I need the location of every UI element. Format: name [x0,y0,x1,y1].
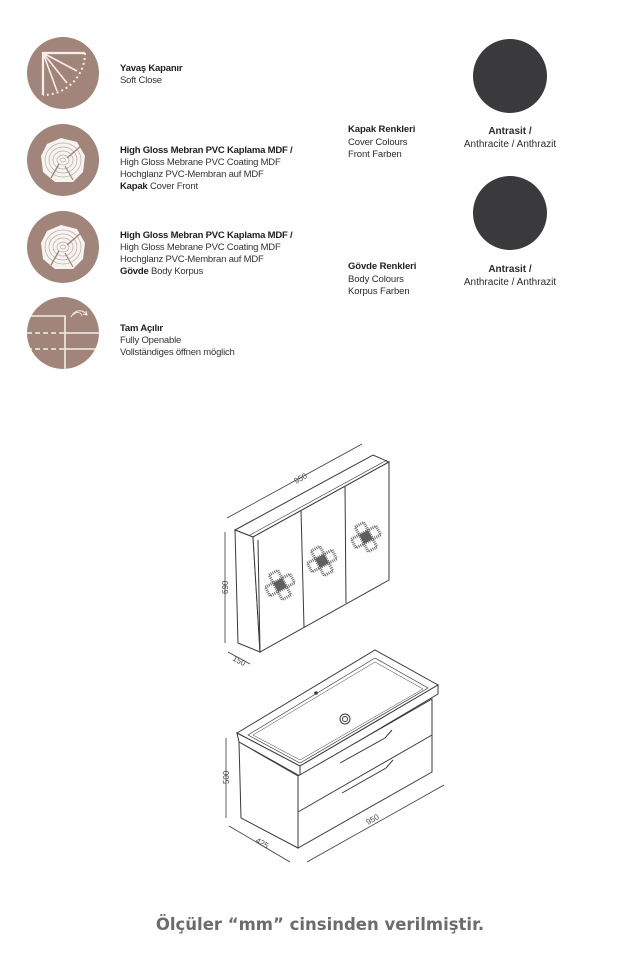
feature-tag-text: Cover Front [147,181,198,192]
feature-line: Fully Openable [120,335,182,346]
body-colour-swatch [473,176,547,250]
body-colours-line: Korpus Farben [348,286,410,297]
vanity-width-dim: 950 [364,812,381,827]
feature-line: High Gloss Mebrane PVC Coating MDF [120,157,281,168]
feature-line: High Gloss Mebrane PVC Coating MDF [120,242,281,253]
wood-grain-icon [27,124,99,196]
feature-title: Yavaş Kapanır [120,63,183,74]
fully-openable-icon [27,297,99,369]
feature-tag-text: Body Korpus [148,266,204,277]
body-colours-line: Body Colours [348,273,404,285]
feature-title: High Gloss Mebran PVC Kaplama MDF / [120,230,293,241]
feature-soft-close [27,37,327,111]
cover-colours-line: Front Farben [348,149,402,160]
vanity-depth-dim: 425 [254,835,271,851]
mirror-width-dim: 950 [292,471,309,486]
cover-colours-label [348,124,415,162]
feature-tag: Kapak [120,181,148,192]
feature-fully-openable [27,297,327,371]
body-colours-label [348,261,416,299]
technical-drawing [0,420,640,880]
body-colour-name [440,263,580,289]
mirror-height-dim: 690 [221,580,230,594]
colour-name-tr: Antrasit / [488,126,532,137]
body-colours-title: Gövde Renkleri [348,261,417,272]
cover-colour-swatch [473,39,547,113]
feature-cover-material [27,124,327,198]
cover-colour-name [440,125,580,151]
cover-colours-title: Kapak Renkleri [348,124,416,135]
vanity-drawing [237,650,438,848]
feature-line: Soft Close [120,75,162,86]
mirror-cabinet-drawing [235,455,389,652]
colour-name-en-de: Anthracite / Anthrazit [463,277,557,288]
wood-grain-icon [27,211,99,283]
footnote: Ölçüler “mm” cinsinden verilmiştir. [155,915,485,934]
vanity-height-dim: 500 [222,770,231,784]
feature-tag: Gövde [120,266,149,277]
feature-line: Hochglanz PVC-Membran auf MDF [120,169,264,180]
feature-body-material [27,211,327,285]
feature-line: Vollständiges öffnen möglich [120,347,235,358]
colour-name-tr: Antrasit / [488,264,532,275]
feature-title: High Gloss Mebran PVC Kaplama MDF / [120,145,293,156]
feature-title: Tam Açılır [120,323,163,334]
soft-close-icon [27,37,99,109]
mirror-depth-dim: 150 [231,653,248,669]
feature-line: Hochglanz PVC-Membran auf MDF [120,254,264,265]
cover-colours-line: Cover Colours [348,136,408,148]
colour-name-en-de: Anthracite / Anthrazit [463,139,557,150]
